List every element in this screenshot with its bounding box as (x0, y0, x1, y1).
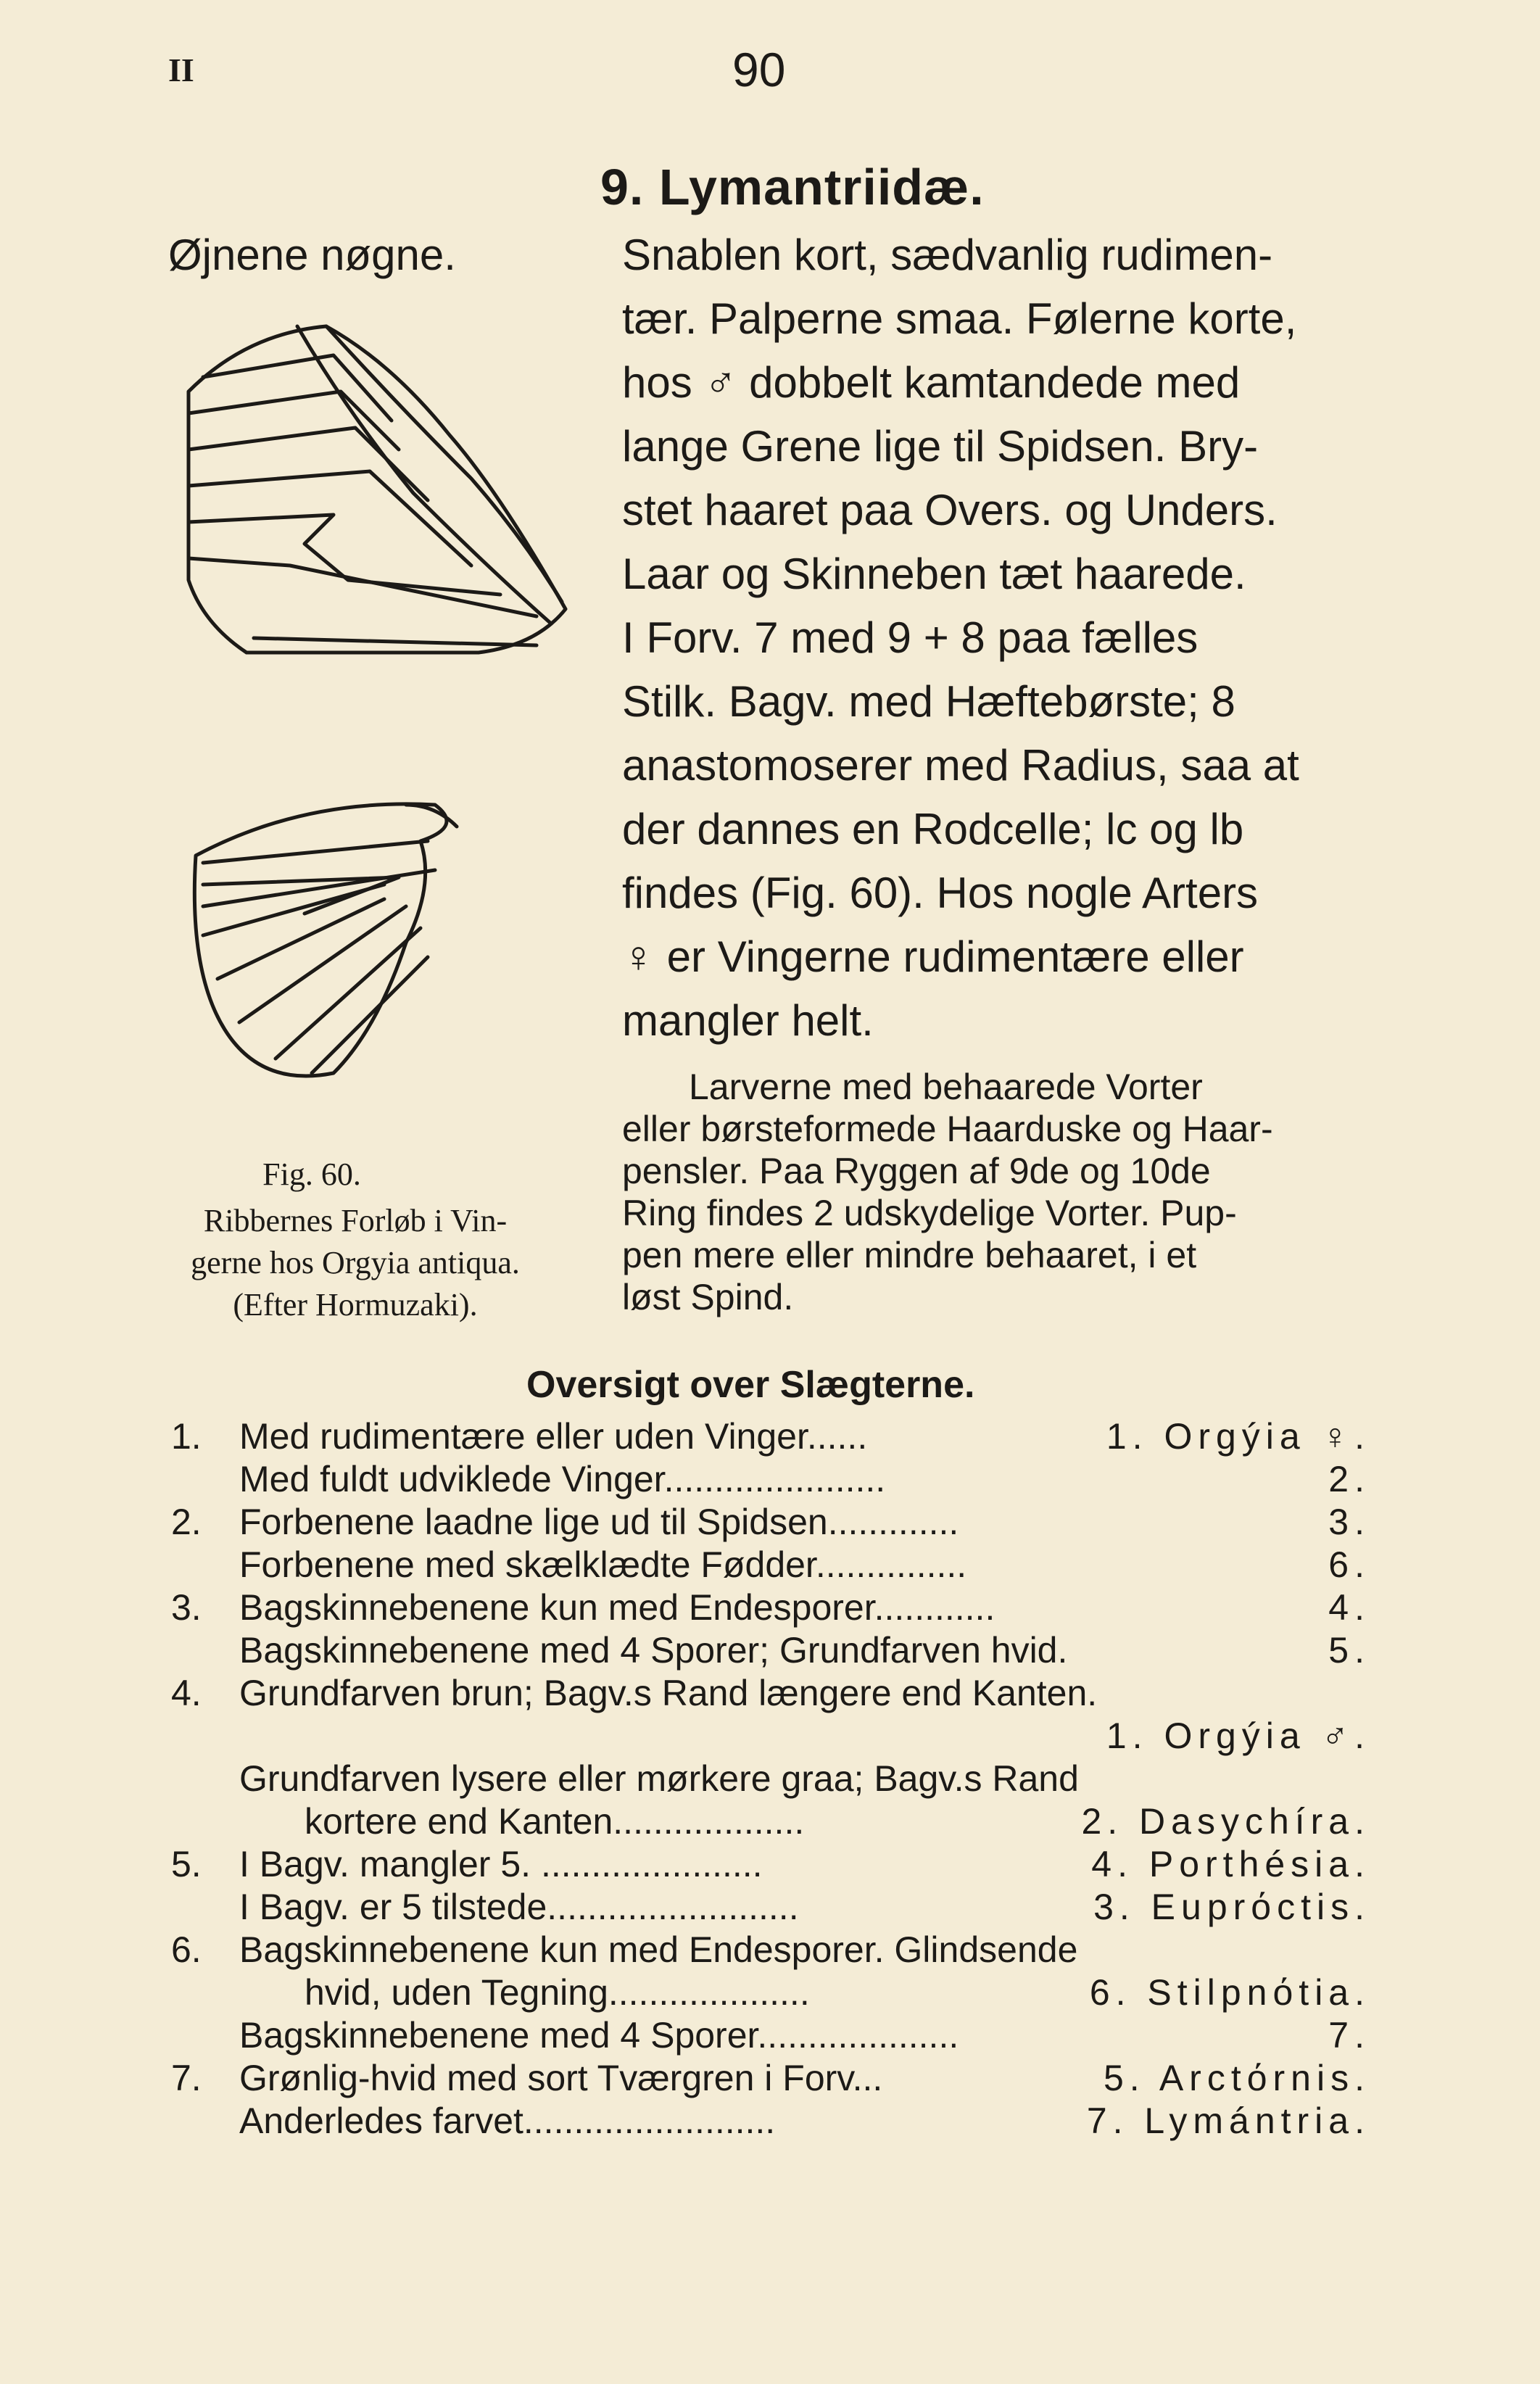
intro-line: tær. Palperne smaa. Følerne korte, (622, 294, 1297, 343)
key-text: Anderledes farvet......................... (239, 2101, 776, 2141)
larvae-line: Larverne med behaarede Vorter (689, 1067, 1203, 1107)
intro-line: ♀ er Vingerne rudimentære eller (622, 932, 1244, 981)
intro-lead: Øjnene nøgne. (168, 231, 456, 279)
key-result: 6. (1328, 1544, 1370, 1585)
intro-line: anastomoserer med Radius, saa at (622, 741, 1299, 790)
intro-line: I Forv. 7 med 9 + 8 paa fælles (622, 613, 1199, 662)
key-text: I Bagv. mangler 5. ...................... (239, 1844, 763, 1884)
larvae-line: Ring findes 2 udskydelige Vorter. Pup- (622, 1193, 1237, 1233)
intro-line: Snablen kort, sædvanlig rudimen- (622, 231, 1273, 279)
key-number: 2. (171, 1502, 202, 1542)
caption-line: (Efter Hormuzaki). (233, 1287, 478, 1323)
key-result: 5. (1328, 1630, 1370, 1671)
intro-line: lange Grene lige til Spidsen. Bry- (622, 422, 1259, 471)
key-text: Bagskinnebenene med 4 Sporer; Grundfarven hvid. (239, 1630, 1068, 1671)
larvae-line: løst Spind. (622, 1277, 794, 1317)
key-result: 4. Porthésia. (1091, 1844, 1370, 1884)
larvae-line: pen mere eller mindre behaaret, i et (622, 1235, 1197, 1275)
key-text: Bagskinnebenene kun med Endesporer. Glindsende (239, 1929, 1078, 1970)
larvae-line: eller børsteformede Haarduske og Haar- (622, 1109, 1273, 1149)
key-number: 5. (171, 1844, 202, 1884)
hindwing-drawing (194, 804, 457, 1076)
key-result: 2. Dasychíra. (1081, 1801, 1370, 1842)
key-text: hvid, uden Tegning.................... (305, 1972, 810, 2013)
figure-label: Fig. 60. (262, 1156, 361, 1192)
intro-line: findes (Fig. 60). Hos nogle Arters (622, 869, 1259, 917)
key-result: 3. (1328, 1502, 1370, 1542)
key-heading: Oversigt over Slægterne. (526, 1364, 975, 1406)
key-text: Med rudimentære eller uden Vinger...... (239, 1416, 868, 1457)
intro-line: mangler helt. (622, 996, 874, 1045)
caption-line: gerne hos Orgyia antiqua. (191, 1245, 520, 1280)
key-result: 1. Orgýia ♀. (1106, 1416, 1370, 1457)
intro-line: Laar og Skinneben tæt haarede. (622, 550, 1246, 598)
key-result: 3. Euprόctis. (1093, 1887, 1370, 1927)
page-number: 90 (732, 43, 786, 96)
larvae-line: pensler. Paa Ryggen af 9de og 10de (622, 1151, 1211, 1191)
key-text: Forbenene laadne lige ud til Spidsen............. (239, 1502, 959, 1542)
key-text: Grundfarven brun; Bagv.s Rand længere end Kanten. (239, 1673, 1098, 1713)
key-result: 7. (1328, 2015, 1370, 2056)
intro-line: stet haaret paa Overs. og Unders. (622, 486, 1278, 534)
caption-line: Ribbernes Forløb i Vin- (203, 1203, 508, 1238)
key-text: Grundfarven lysere eller mørkere graa; Bagv.s Rand (239, 1758, 1079, 1799)
key-text: Med fuldt udviklede Vinger...................... (239, 1459, 886, 1499)
intro-line: Stilk. Bagv. med Hæftebørste; 8 (622, 677, 1235, 726)
signature-mark: II (168, 51, 194, 88)
key-number: 3. (171, 1587, 202, 1628)
intro-line: der dannes en Rodcelle; lc og lb (622, 805, 1244, 853)
forewing-drawing (189, 326, 566, 653)
intro-line: hos ♂ dobbelt kamtandede med (622, 358, 1241, 407)
section-title: 9. Lymantriidæ. (600, 159, 985, 215)
key-result: 1. Orgýia ♂. (1106, 1715, 1370, 1756)
key-number: 6. (171, 1929, 202, 1970)
key-number: 1. (171, 1416, 202, 1457)
key-text: I Bagv. er 5 tilstede......................... (239, 1887, 799, 1927)
key-text: Grønlig-hvid med sort Tværgren i Forv... (239, 2058, 883, 2098)
key-text: Forbenene med skælklædte Fødder............... (239, 1544, 967, 1585)
key-text: Bagskinnebenene med 4 Sporer.................... (239, 2015, 959, 2056)
key-result: 6. Stilpnόtia. (1089, 1972, 1370, 2013)
key-result: 7. Lymántria. (1086, 2101, 1370, 2141)
key-result: 5. Arctόrnis. (1104, 2058, 1370, 2098)
key-number: 7. (171, 2058, 202, 2098)
key-number: 4. (171, 1673, 202, 1713)
wing-venation-figure (160, 305, 595, 1138)
key-text: Bagskinnebenene kun med Endesporer............ (239, 1587, 995, 1628)
key-result: 2. (1328, 1459, 1370, 1499)
key-result: 4. (1328, 1587, 1370, 1628)
key-text: kortere end Kanten................... (305, 1801, 805, 1842)
